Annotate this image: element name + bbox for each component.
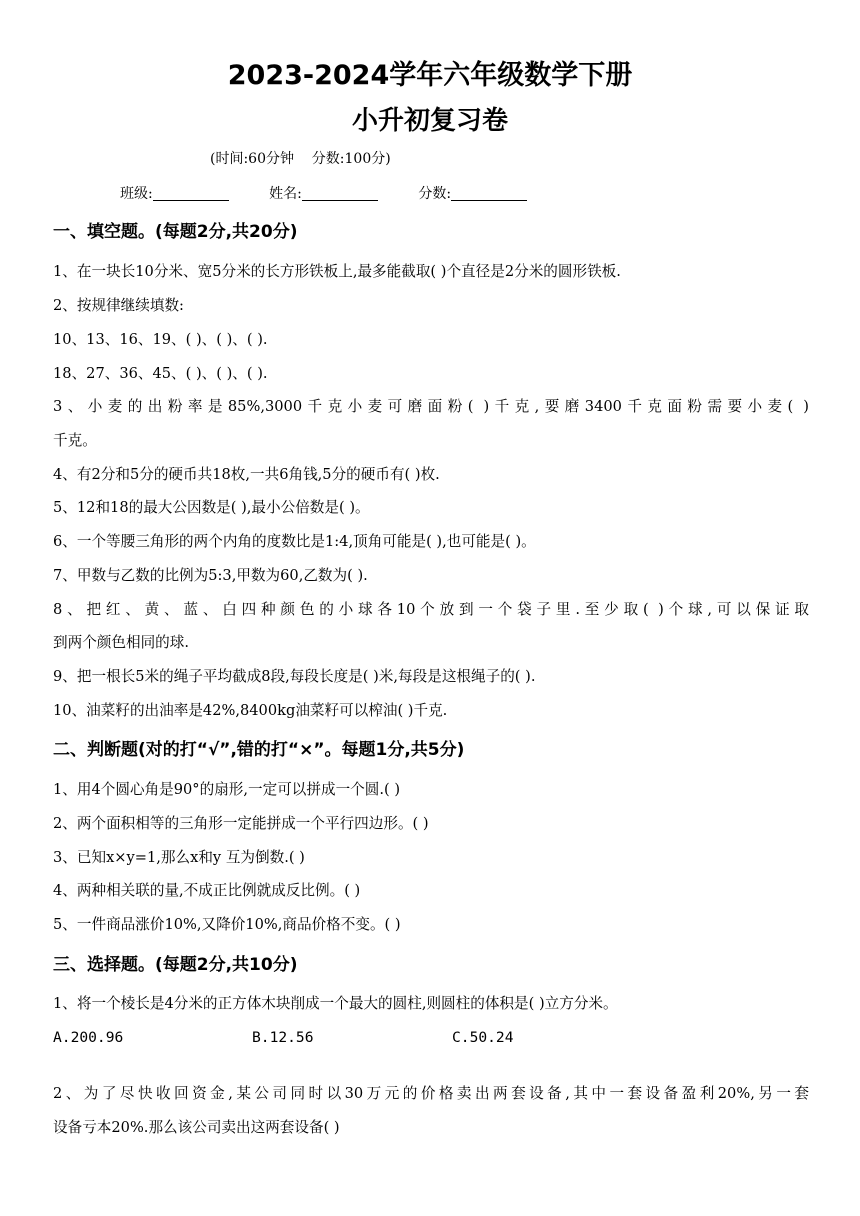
s2-line-2: 2、两个面积相等的三角形一定能拼成一个平行四边形。( ) xyxy=(53,815,429,832)
s1-line-11: 8、把红、黄、蓝、白四种颜色的小球各10个放到一个袋子里.至少取( )个球,可以保证取 xyxy=(53,601,809,618)
s1-line-4: 18、27、36、45、( )、( )、( ). xyxy=(53,365,268,382)
s3-question-1: 1、将一个棱长是4分米的正方体木块削成一个最大的圆柱,则圆柱的体积是( )立方分米。 xyxy=(53,995,618,1012)
s1-line-2: 2、按规律继续填数: xyxy=(53,297,184,314)
s1-line-1: 1、在一块长10分米、宽5分米的长方形铁板上,最多能截取( )个直径是2分米的圆形铁板. xyxy=(53,263,621,280)
s3-q1-option-c: C.50.24 xyxy=(452,1029,514,1046)
name-field-label: 姓名: xyxy=(269,186,302,202)
s1-line-7: 4、有2分和5分的硬币共18枚,一共6角钱,5分的硬币有( )枚. xyxy=(53,466,440,483)
s2-line-1: 1、用4个圆心角是90°的扇形,一定可以拼成一个圆.( ) xyxy=(53,781,401,798)
exam-meta: (时间:60分钟 分数:100分) xyxy=(210,151,391,167)
score-field-label: 分数: xyxy=(418,186,452,202)
s1-line-8: 5、12和18的最大公因数是( ),最小公倍数是( )。 xyxy=(53,499,370,516)
class-field xyxy=(120,182,229,206)
s3-q1-option-b: B.12.56 xyxy=(252,1029,314,1046)
student-info-fields xyxy=(120,182,563,206)
s1-line-3: 10、13、16、19、( )、( )、( ). xyxy=(53,331,268,348)
s1-line-13: 9、把一根长5米的绳子平均截成8段,每段长度是( )米,每段是这根绳子的( ). xyxy=(53,668,536,685)
s2-line-4: 4、两种相关联的量,不成正比例就成反比例。( ) xyxy=(53,882,361,899)
section3-heading: 三、选择题。(每题2分,共10分) xyxy=(53,955,298,975)
name-field xyxy=(269,182,378,206)
class-field-label: 班级: xyxy=(120,186,153,202)
score-field xyxy=(418,182,527,206)
section2-heading: 二、判断题(对的打“√”,错的打“×”。每题1分,共5分) xyxy=(53,740,465,760)
s3-question-2-line-1: 2、为了尽快收回资金,某公司同时以30万元的价格卖出两套设备,其中一套设备盈利20%,另一套 xyxy=(53,1085,809,1102)
s1-line-12: 到两个颜色相同的球. xyxy=(53,634,189,651)
section1-heading: 一、填空题。(每题2分,共20分) xyxy=(53,222,298,242)
s3-question-2-line-2: 设备亏本20%.那么该公司卖出这两套设备( ) xyxy=(53,1119,340,1136)
s1-line-14: 10、油菜籽的出油率是42%,8400kg油菜籽可以榨油( )千克. xyxy=(53,702,448,719)
score-blank[interactable] xyxy=(451,184,527,201)
s2-line-3: 3、已知x×y=1,那么x和y 互为倒数.( ) xyxy=(53,849,305,866)
exam-title: 2023-2024学年六年级数学下册 xyxy=(227,60,633,91)
s1-line-9: 6、一个等腰三角形的两个内角的度数比是1:4,顶角可能是( ),也可能是( )。 xyxy=(53,533,536,550)
s1-line-5: 3、小麦的出粉率是85%,3000千克小麦可磨面粉( )千克,要磨3400千克面粉需要小麦( ) xyxy=(53,398,809,415)
class-blank[interactable] xyxy=(153,184,229,201)
s1-line-6: 千克。 xyxy=(53,432,97,449)
name-blank[interactable] xyxy=(302,184,378,201)
exam-subtitle: 小升初复习卷 xyxy=(351,106,508,136)
s1-line-10: 7、甲数与乙数的比例为5:3,甲数为60,乙数为( ). xyxy=(53,567,368,584)
s2-line-5: 5、一件商品涨价10%,又降价10%,商品价格不变。( ) xyxy=(53,916,401,933)
s3-q1-option-a: A.200.96 xyxy=(53,1029,124,1046)
